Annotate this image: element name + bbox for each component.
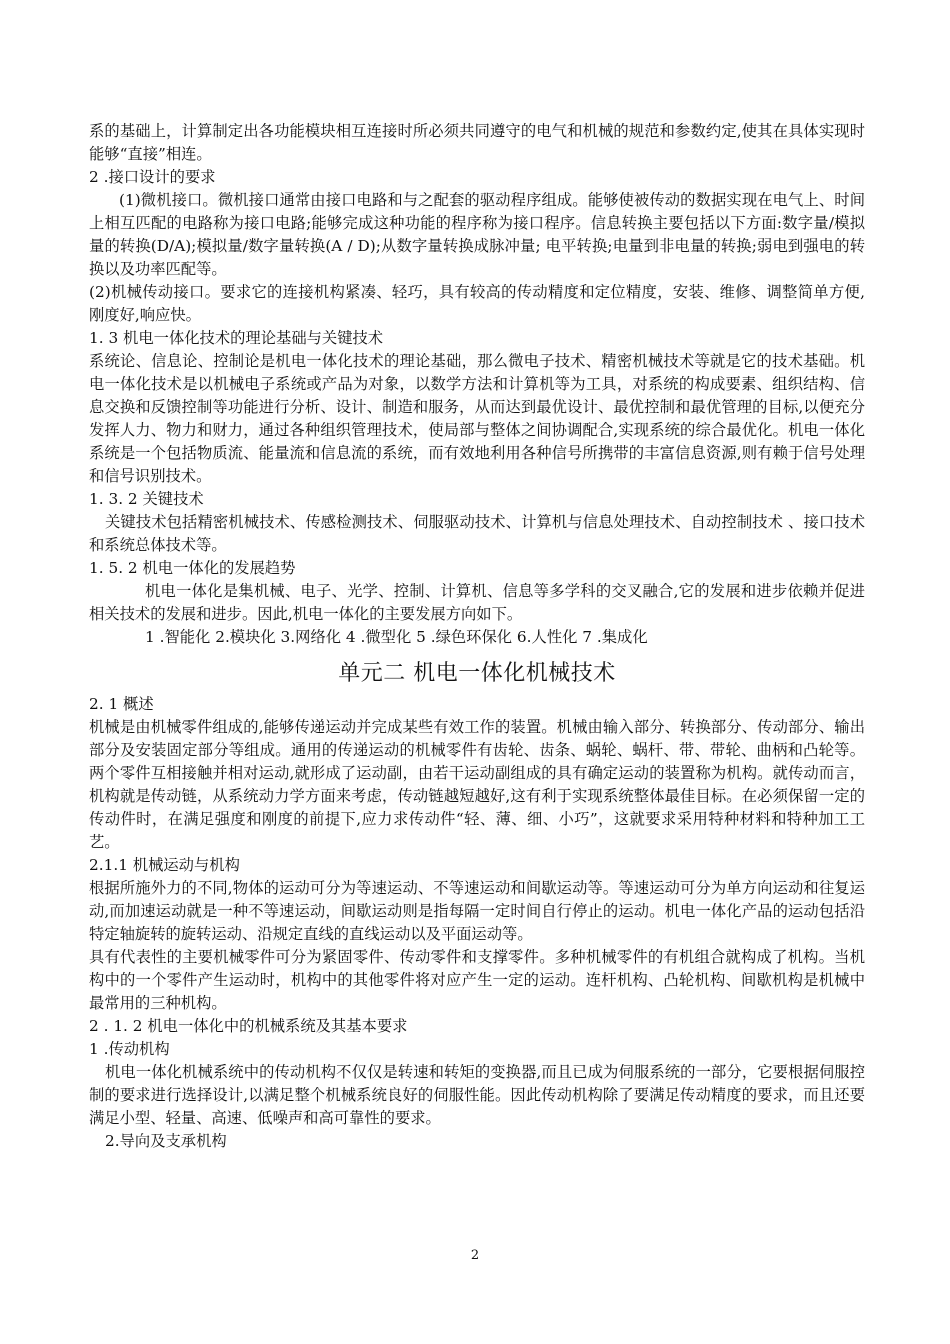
section-heading: 1 .传动机构 xyxy=(89,1040,170,1058)
paragraph: 机械是由机械零件组成的,能够传递运动并完成某些有效工作的装置。机械由输入部分、转换部分、传动部分、输出部分及安装固定部分等组成。通用的传递运动的机械零件有齿轮、齿条、蜗轮、蜗杆、带、带轮、曲柄和凸轮等。两个零件互相接触并相对运动,就形成了运动副，由若干运动副组成的具有确定运动的装置称为机构。就传动而言，机构就是传动链，从系统动力学方面来考虑，传动链越短越好,这有利于实现系统整体最佳目标。在必须保留一定的传动件时，在满足强度和刚度的前提下,应力求传动件“轻、薄、细、小巧”，这就要求采用特种材料和特种加工工艺。 xyxy=(89,718,865,851)
paragraph: (2)机械传动接口。要求它的连接机构紧凑、轻巧，具有较高的传动精度和定位精度，安装、维修、调整简单方便,刚度好,响应快。 xyxy=(89,283,865,324)
paragraph: 机电一体化是集机械、电子、光学、控制、计算机、信息等多学科的交叉融合,它的发展和进步依赖并促进相关技术的发展和进步。因此,机电一体化的主要发展方向如下。 xyxy=(89,582,865,623)
section-heading: 2. 1 概述 xyxy=(89,695,154,713)
paragraph: 关键技术包括精密机械技术、传感检测技术、伺服驱动技术、计算机与信息处理技术、自动控制技术 、接口技术和系统总体技术等。 xyxy=(89,513,865,554)
section-heading: 2.1.1 机械运动与机构 xyxy=(89,856,240,874)
paragraph: 具有代表性的主要机械零件可分为紧固零件、传动零件和支撑零件。多种机械零件的有机组合就构成了机构。当机构中的一个零件产生运动时，机构中的其他零件将对应产生一定的运动。连杆机构、凸轮机构、间歇机构是机械中最常用的三种机构。 xyxy=(89,948,865,1012)
section-heading: 1. 3. 2 关键技术 xyxy=(89,490,204,508)
section-heading: 2 .接口设计的要求 xyxy=(89,168,216,186)
paragraph: 根据所施外力的不同,物体的运动可分为等速运动、不等速运动和间歇运动等。等速运动可分为单方向运动和往复运动,而加速运动就是一种不等速运动，间歇运动则是指每隔一定时间自行停止的运动。机电一体化产品的运动包括沿特定轴旋转的旋转运动、沿规定直线的直线运动以及平面运动等。 xyxy=(89,879,865,943)
unit-title: 单元二 机电一体化机械技术 xyxy=(338,661,616,686)
paragraph: (1)微机接口。微机接口通常由接口电路和与之配套的驱动程序组成。能够使被传动的数据实现在电气上、时间上相互匹配的电路称为接口电路;能够完成这种功能的程序称为接口程序。信息转换主要包括以下方面:数字量/模拟量的转换(D/A);模拟量/数字量转换(A / D);从数字量转换成脉冲量; 电平转换;电量到非电量的转换;弱电到强电的转换以及功率匹配等。 xyxy=(89,191,865,278)
section-heading: 1. 5. 2 机电一体化的发展趋势 xyxy=(89,559,296,577)
page-number: 2 xyxy=(470,1248,480,1263)
section-heading: 2 . 1. 2 机电一体化中的机械系统及其基本要求 xyxy=(89,1017,408,1035)
section-heading: 2.导向及支承机构 xyxy=(105,1132,227,1150)
document-body xyxy=(89,120,865,1153)
section-heading: 1. 3 机电一体化技术的理论基础与关键技术 xyxy=(89,329,384,347)
paragraph: 系统论、信息论、控制论是机电一体化技术的理论基础，那么微电子技术、精密机械技术等就是它的技术基础。机电一体化技术是以机械电子系统或产品为对象，以数学方法和计算机等为工具，对系统的构成要素、组织结构、信息交换和反馈控制等功能进行分析、设计、制造和服务，从而达到最优设计、最优控制和最优管理的目标,以便充分发挥人力、物力和财力，通过各种组织管理技术，使局部与整体之间协调配合,实现系统的综合最优化。机电一体化系统是一个包括物质流、能量流和信息流的系统，而有效地利用各种信号所携带的丰富信息资源,则有赖于信号处理和信号识别技术。 xyxy=(89,352,865,485)
paragraph: 系的基础上，计算制定出各功能模块相互连接时所必须共同遵守的电气和机械的规范和参数约定,使其在具体实现时能够“直接”相连。 xyxy=(89,122,865,163)
paragraph: 机电一体化机械系统中的传动机构不仅仅是转速和转矩的变换器,而且已成为伺服系统的一部分，它要根据伺服控制的要求进行选择设计,以满足整个机械系统良好的伺服性能。因此传动机构除了要满足传动精度的要求，而且还要满足小型、轻量、高速、低噪声和高可靠性的要求。 xyxy=(89,1063,865,1127)
trend-list: 1 .智能化 2.模块化 3.网络化 4 .微型化 5 .绿色环保化 6.人性化 7 .集成化 xyxy=(145,628,648,646)
